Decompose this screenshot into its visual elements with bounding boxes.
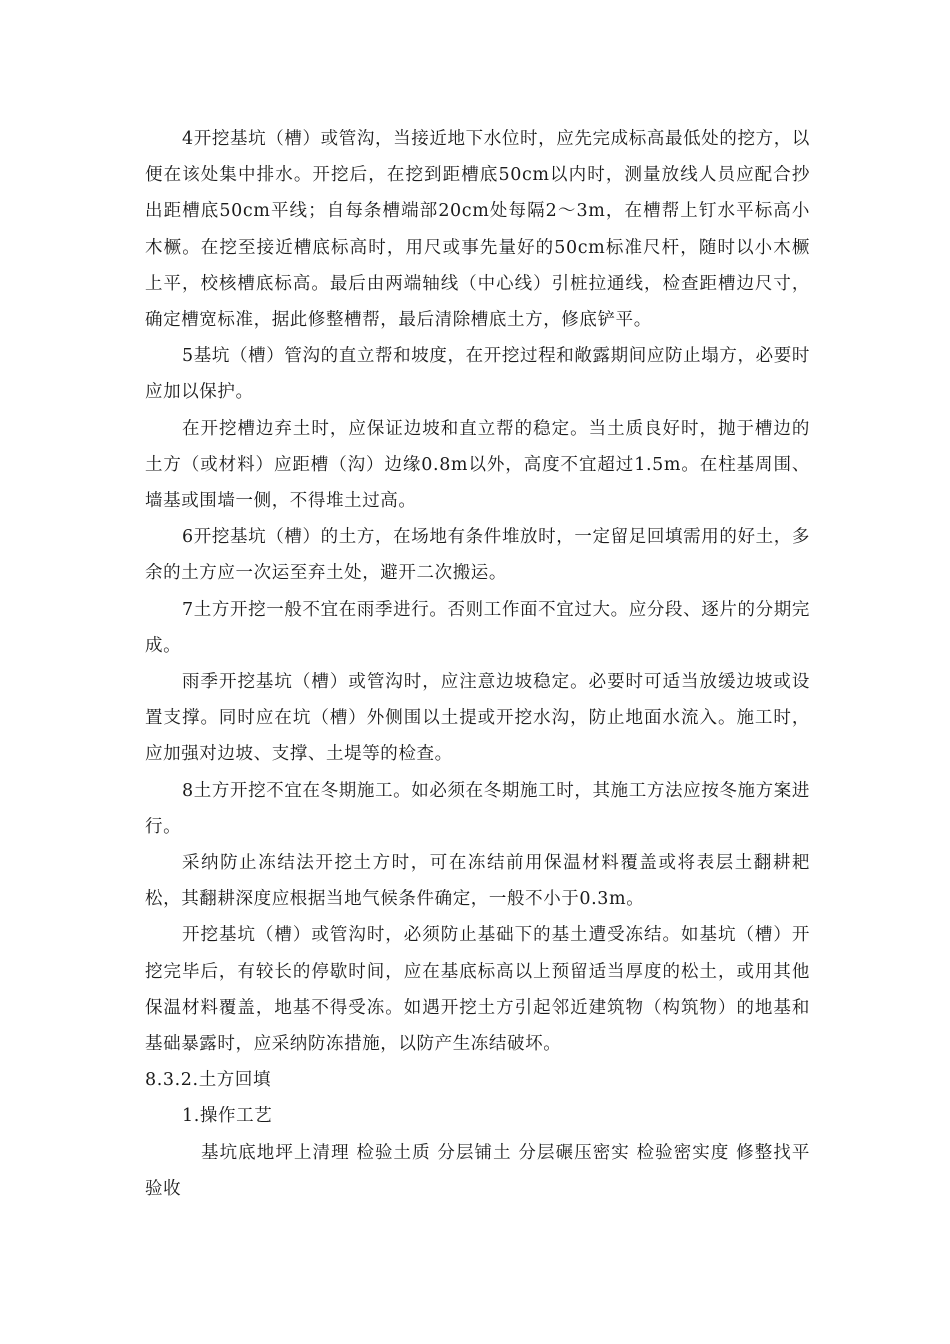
paragraph-anti-freeze: 采纳防止冻结法开挖土方时，可在冻结前用保温材料覆盖或将表层土翻耕耙松，其翻耕深度应根据当地气候条件确定，一般不小于0.3m。 xyxy=(145,853,810,910)
subheading-operation-process: 1.操作工艺 xyxy=(182,1106,273,1127)
paragraph-spoil-soil: 在开挖槽边弃土时，应保证边坡和直立帮的稳定。当土质良好时，抛于槽边的土方（或材料）应距槽（沟）边缘0.8m以外，高度不宜超过1.5m。在柱基周围、墙基或围墙一侧，不得堆土过高。 xyxy=(145,418,810,512)
paragraph-frost-protection: 开挖基坑（槽）或管沟时，必须防止基础下的基土遭受冻结。如基坑（槽）开挖完毕后，有较长的停歇时间，应在基底标高以上预留适当厚度的松土，或用其他保温材料覆盖，地基不得受冻。如遇开挖土方引起邻近建筑物（构筑物）的地基和基础暴露时，应采纳防冻措施，以防产生冻结破坏。 xyxy=(145,925,810,1055)
paragraph-rainy-season: 雨季开挖基坑（槽）或管沟时，应注意边坡稳定。必要时可适当放缓边坡或设置支撑。同时应在坑（槽）外侧围以土提或开挖水沟，防止地面水流入。施工时，应加强对边坡、支撑、土堤等的检查。 xyxy=(145,672,810,765)
paragraph-process-steps: 基坑底地坪上清理 检验土质 分层铺土 分层碾压密实 检验密实度 修整找平验收 xyxy=(145,1142,810,1199)
paragraph-excavation-5: 5基坑（槽）管沟的直立帮和坡度，在开挖过程和敞露期间应防止塌方，必要时应加以保护。 xyxy=(145,346,810,403)
document-page xyxy=(145,121,810,1207)
paragraph-excavation-8: 8土方开挖不宜在冬期施工。如必须在冬期施工时，其施工方法应按冬施方案进行。 xyxy=(145,780,810,837)
paragraph-excavation-4: 4开挖基坑（槽）或管沟，当接近地下水位时，应先完成标高最低处的挖方，以便在该处集中排水。开挖后，在挖到距槽底50cm以内时，测量放线人员应配合抄出距槽底50cm平线；自每条槽端部20cm处每隔2～3m，在槽帮上钉水平标高小木橛。在挖至接近槽底标高时，用尺或事先量好的50cm标准尺杆，随时以小木橛上平，校核槽底标高。最后由两端轴线（中心线）引桩拉通线，检查距槽边尺寸，确定槽宽标准，据此修整槽帮，最后清除槽底土方，修底铲平。 xyxy=(145,129,810,331)
section-heading-backfill: 8.3.2.土方回填 xyxy=(145,1070,272,1091)
paragraph-excavation-7: 7土方开挖一般不宜在雨季进行。否则工作面不宜过大。应分段、逐片的分期完成。 xyxy=(145,599,810,656)
paragraph-excavation-6: 6开挖基坑（槽）的土方，在场地有条件堆放时，一定留足回填需用的好土，多余的土方应一次运至弃土处，避开二次搬运。 xyxy=(145,527,810,584)
